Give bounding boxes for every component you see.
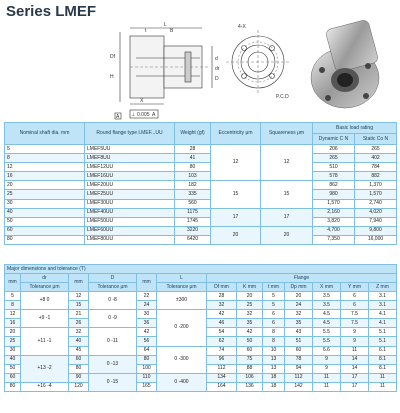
cell-type: LMEF8UU — [85, 154, 175, 163]
cell-dr-tol: +16 -4 — [21, 382, 69, 391]
cell-type: LMEF25UU — [85, 190, 175, 199]
th2-dp: Dp mm — [285, 283, 313, 292]
label-t: t — [145, 28, 147, 34]
cell-dp: 35 — [285, 319, 313, 328]
label-Df: Df — [110, 54, 115, 60]
cell-x: 5.5 — [313, 337, 341, 346]
cell-dr: 60 — [5, 373, 21, 382]
cell-ecc: 17 — [211, 208, 261, 226]
cell-shaft: 5 — [5, 145, 85, 154]
cell-stat: 2,740 — [355, 199, 397, 208]
cell-dyn: 2,160 — [313, 208, 355, 217]
label-X: X — [140, 98, 144, 104]
cell-type: LMEF60UU — [85, 226, 175, 235]
cell-shaft: 50 — [5, 217, 85, 226]
cell-shaft: 30 — [5, 199, 85, 208]
cell-dr: 5 — [5, 292, 21, 301]
cell-shaft: 8 — [5, 154, 85, 163]
label-B: B — [170, 28, 174, 34]
cell-L: 42 — [137, 328, 157, 337]
label-H: H — [110, 74, 114, 80]
table-row — [5, 226, 397, 235]
cell-sq: 20 — [261, 226, 313, 244]
front-view-drawing — [226, 30, 290, 94]
th2-D-mm: mm — [69, 274, 89, 292]
th2-L-mm: mm — [137, 274, 157, 292]
cell-df: 134 — [207, 373, 237, 382]
cell-D: 15 — [69, 301, 89, 310]
cell-dp: 60 — [285, 346, 313, 355]
cell-stat: 784 — [355, 163, 397, 172]
cell-type: LMEF16UU — [85, 172, 175, 181]
table-row — [5, 154, 397, 163]
cell-type: LMEF30UU — [85, 199, 175, 208]
cell-dr: 30 — [5, 346, 21, 355]
th-type: Round flange type LMEF...UU — [85, 123, 175, 145]
th2-dr-tol: Tolerance μm — [21, 283, 69, 292]
cell-dp: 32 — [285, 310, 313, 319]
th2-D: D — [89, 274, 137, 283]
cell-dyn: 206 — [313, 145, 355, 154]
cell-t: 8 — [263, 328, 285, 337]
cell-weight: 3220 — [175, 226, 211, 235]
cell-dyn: 980 — [313, 190, 355, 199]
table-row — [5, 190, 397, 199]
cell-t: 13 — [263, 364, 285, 373]
cell-z: 5.1 — [369, 337, 397, 346]
cell-dr: 12 — [5, 310, 21, 319]
cell-df: 74 — [207, 346, 237, 355]
cell-z: 8.1 — [369, 355, 397, 364]
cell-ecc: 12 — [211, 145, 261, 181]
cell-weight: 28 — [175, 145, 211, 154]
cell-t: 8 — [263, 337, 285, 346]
cell-df: 112 — [207, 364, 237, 373]
cell-stat: 402 — [355, 154, 397, 163]
th2-y: Y mm — [341, 283, 369, 292]
cell-dp: 78 — [285, 355, 313, 364]
cell-dr: 16 — [5, 319, 21, 328]
cell-weight: 1175 — [175, 208, 211, 217]
cell-t: 6 — [263, 310, 285, 319]
cell-k: 106 — [237, 373, 263, 382]
cell-t: 18 — [263, 382, 285, 391]
th2-D-tol: Tolerance μm — [89, 283, 137, 292]
cell-D: 80 — [69, 364, 89, 373]
cell-weight: 6420 — [175, 235, 211, 244]
cell-x: 3.5 — [313, 292, 341, 301]
cell-dyn: 3,820 — [313, 217, 355, 226]
th-stat: Static Co N — [355, 134, 397, 145]
th-dyn: Dynamic C N — [313, 134, 355, 145]
cell-stat: 882 — [355, 172, 397, 181]
cell-dr: 20 — [5, 328, 21, 337]
cell-sq: 17 — [261, 208, 313, 226]
cell-dp: 94 — [285, 364, 313, 373]
cell-dyn: 578 — [313, 172, 355, 181]
cell-y: 7.5 — [341, 319, 369, 328]
cell-x: 5.5 — [313, 328, 341, 337]
cell-dr: 40 — [5, 355, 21, 364]
tol-ref: A — [152, 112, 156, 118]
cell-z: 5.1 — [369, 328, 397, 337]
table-row — [5, 145, 397, 154]
table-row — [5, 310, 397, 319]
cell-t: 5 — [263, 292, 285, 301]
cell-L-tol: 0 -300 — [157, 346, 207, 373]
cell-weight: 80 — [175, 163, 211, 172]
label-4X: 4-X — [238, 24, 246, 30]
cell-dr: 8 — [5, 301, 21, 310]
cell-k: 25 — [237, 301, 263, 310]
cell-t: 18 — [263, 373, 285, 382]
th-sq: Squareness μm — [261, 123, 313, 145]
th-load: Basic load rating — [313, 123, 397, 134]
cell-dr-tol: +13 -2 — [21, 355, 69, 382]
cell-weight: 182 — [175, 181, 211, 190]
cell-y: 9 — [341, 337, 369, 346]
cell-dr: 25 — [5, 337, 21, 346]
cell-L: 30 — [137, 310, 157, 319]
th2-dr: dr — [21, 274, 69, 283]
cell-weight: 41 — [175, 154, 211, 163]
cell-y: 17 — [341, 373, 369, 382]
cell-D-tol: 0 -8 — [89, 292, 137, 310]
cell-shaft: 60 — [5, 226, 85, 235]
cell-stat: 16,000 — [355, 235, 397, 244]
cell-stat: 1,370 — [355, 181, 397, 190]
side-view-drawing — [115, 28, 212, 119]
cell-t: 13 — [263, 355, 285, 364]
label-dr: dr — [215, 66, 220, 72]
cell-k: 20 — [237, 292, 263, 301]
cell-D-tol: 0 -15 — [89, 373, 137, 391]
label-L: L — [164, 22, 167, 28]
th-ecc: Eccentricity μm — [211, 123, 261, 145]
cell-type: LMEF40UU — [85, 208, 175, 217]
th2-k: K mm — [237, 283, 263, 292]
cell-x: 4.5 — [313, 310, 341, 319]
cell-z: 11 — [369, 382, 397, 391]
cell-y: 6 — [341, 301, 369, 310]
cell-x: 9 — [313, 364, 341, 373]
cell-stat: 9,800 — [355, 226, 397, 235]
cell-L-tol: 0 -400 — [157, 373, 207, 391]
cell-dp: 43 — [285, 328, 313, 337]
cell-z: 4.1 — [369, 310, 397, 319]
cell-dr-tol: +8 0 — [21, 292, 69, 310]
cell-L: 36 — [137, 319, 157, 328]
cell-t: 10 — [263, 346, 285, 355]
cell-D: 26 — [69, 319, 89, 328]
cell-dyn: 7,350 — [313, 235, 355, 244]
cell-D: 12 — [69, 292, 89, 301]
cell-shaft: 16 — [5, 172, 85, 181]
cell-stat: 1,570 — [355, 190, 397, 199]
cell-x: 9 — [313, 355, 341, 364]
tol-symbol: ⊥ — [131, 112, 136, 118]
cell-dr-tol: +11 -1 — [21, 328, 69, 355]
cell-D-tol: 0 -13 — [89, 355, 137, 373]
cell-shaft: 12 — [5, 163, 85, 172]
cell-y: 6 — [341, 292, 369, 301]
cell-weight: 335 — [175, 190, 211, 199]
cell-dyn: 862 — [313, 181, 355, 190]
cell-z: 3.1 — [369, 301, 397, 310]
cell-dr-tol: +9 -1 — [21, 310, 69, 328]
th-weight: Weight (gf) — [175, 123, 211, 145]
cell-z: 3.1 — [369, 292, 397, 301]
cell-y: 7.5 — [341, 310, 369, 319]
table-row — [5, 163, 397, 172]
cell-ecc: 15 — [211, 181, 261, 208]
th2-L-tol: Tolerance μm — [157, 283, 207, 292]
cell-dr: 50 — [5, 364, 21, 373]
cell-sq: 12 — [261, 145, 313, 181]
cell-dp: 112 — [285, 373, 313, 382]
label-A: A — [116, 114, 120, 120]
cell-weight: 1745 — [175, 217, 211, 226]
cell-weight: 103 — [175, 172, 211, 181]
th2-df: Df mm — [207, 283, 237, 292]
cell-dyn: 4,700 — [313, 226, 355, 235]
table-row — [5, 235, 397, 244]
cell-x: 4.5 — [313, 319, 341, 328]
cell-x: 3.5 — [313, 301, 341, 310]
th2-x: X mm — [313, 283, 341, 292]
cell-type: LMEF80UU — [85, 235, 175, 244]
th2-t: t mm — [263, 283, 285, 292]
cell-df: 32 — [207, 301, 237, 310]
cell-shaft: 25 — [5, 190, 85, 199]
cell-df: 96 — [207, 355, 237, 364]
th2-mm: mm — [5, 274, 21, 292]
cell-k: 75 — [237, 355, 263, 364]
table-row — [5, 199, 397, 208]
cell-dyn: 510 — [313, 163, 355, 172]
cell-shaft: 80 — [5, 235, 85, 244]
cell-k: 60 — [237, 346, 263, 355]
cell-L: 22 — [137, 292, 157, 301]
cell-D-tol: 0 -9 — [89, 310, 137, 328]
cell-z: 4.1 — [369, 319, 397, 328]
tol-value: 0.005 — [137, 112, 150, 118]
cell-D: 90 — [69, 373, 89, 382]
cell-L-tol: 0 -200 — [157, 310, 207, 346]
label-d: d — [215, 56, 218, 62]
cell-weight: 560 — [175, 199, 211, 208]
cell-L: 80 — [137, 355, 157, 364]
cell-L: 24 — [137, 301, 157, 310]
cell-dp: 51 — [285, 337, 313, 346]
cell-type: LMEF12UU — [85, 163, 175, 172]
cell-D: 120 — [69, 382, 89, 391]
cell-t: 6 — [263, 319, 285, 328]
cell-df: 28 — [207, 292, 237, 301]
cell-t: 5 — [263, 301, 285, 310]
cell-dyn: 265 — [313, 154, 355, 163]
cell-k: 32 — [237, 310, 263, 319]
cell-shaft: 40 — [5, 208, 85, 217]
cell-L-tol: ±300 — [157, 292, 207, 310]
cell-D: 32 — [69, 328, 89, 337]
label-D: D — [215, 76, 219, 82]
cell-L: 100 — [137, 364, 157, 373]
cell-df: 46 — [207, 319, 237, 328]
th2-z: Z mm — [369, 283, 397, 292]
label-pcd: P.C.D — [276, 94, 289, 100]
cell-dp: 20 — [285, 292, 313, 301]
cell-x: 11 — [313, 373, 341, 382]
cell-y: 9 — [341, 328, 369, 337]
cell-k: 88 — [237, 364, 263, 373]
cell-y: 11 — [341, 346, 369, 355]
cell-sq: 15 — [261, 181, 313, 208]
table-row — [5, 292, 397, 301]
table-row — [5, 208, 397, 217]
cell-D: 21 — [69, 310, 89, 319]
cell-dp: 142 — [285, 382, 313, 391]
cell-dyn: 1,570 — [313, 199, 355, 208]
cell-z: 6.1 — [369, 346, 397, 355]
table-row — [5, 181, 397, 190]
cell-D-tol: 0 -11 — [89, 328, 137, 355]
cell-L: 56 — [137, 337, 157, 346]
cell-k: 50 — [237, 337, 263, 346]
cell-type: LMEF20UU — [85, 181, 175, 190]
table-row — [5, 217, 397, 226]
cell-D: 45 — [69, 346, 89, 355]
cell-df: 54 — [207, 328, 237, 337]
cell-stat: 265 — [355, 145, 397, 154]
th-shaft: Nominal shaft dia. mm — [5, 123, 85, 145]
cell-df: 164 — [207, 382, 237, 391]
cell-k: 35 — [237, 319, 263, 328]
cell-dr: 80 — [5, 382, 21, 391]
dimensions-table — [4, 264, 397, 392]
table-row — [5, 172, 397, 181]
th2-flange: Flange — [207, 274, 397, 283]
cell-k: 136 — [237, 382, 263, 391]
technical-drawings — [0, 18, 400, 122]
cell-shaft: 20 — [5, 181, 85, 190]
cell-stat: 4,020 — [355, 208, 397, 217]
cell-dp: 24 — [285, 301, 313, 310]
th2-L: L — [157, 274, 207, 283]
cell-df: 42 — [207, 310, 237, 319]
cell-ecc: 20 — [211, 226, 261, 244]
cell-D: 60 — [69, 355, 89, 364]
cell-df: 62 — [207, 337, 237, 346]
cell-stat: 7,940 — [355, 217, 397, 226]
cell-L: 165 — [137, 382, 157, 391]
cell-x: 11 — [313, 382, 341, 391]
cell-D: 40 — [69, 337, 89, 346]
cell-type: LMEF5UU — [85, 145, 175, 154]
cell-y: 17 — [341, 382, 369, 391]
cell-x: 6.6 — [313, 346, 341, 355]
cell-k: 42 — [237, 328, 263, 337]
table2-title: Major dimensions and tolerance (T) — [5, 265, 397, 274]
cell-L: 110 — [137, 373, 157, 382]
cell-z: 8.1 — [369, 364, 397, 373]
page-title: Series LMEF — [6, 3, 97, 20]
load-rating-table — [4, 122, 397, 245]
cell-y: 14 — [341, 364, 369, 373]
cell-type: LMEF50UU — [85, 217, 175, 226]
cell-z: 11 — [369, 373, 397, 382]
cell-y: 14 — [341, 355, 369, 364]
bearing-photo — [311, 19, 379, 108]
cell-L: 64 — [137, 346, 157, 355]
